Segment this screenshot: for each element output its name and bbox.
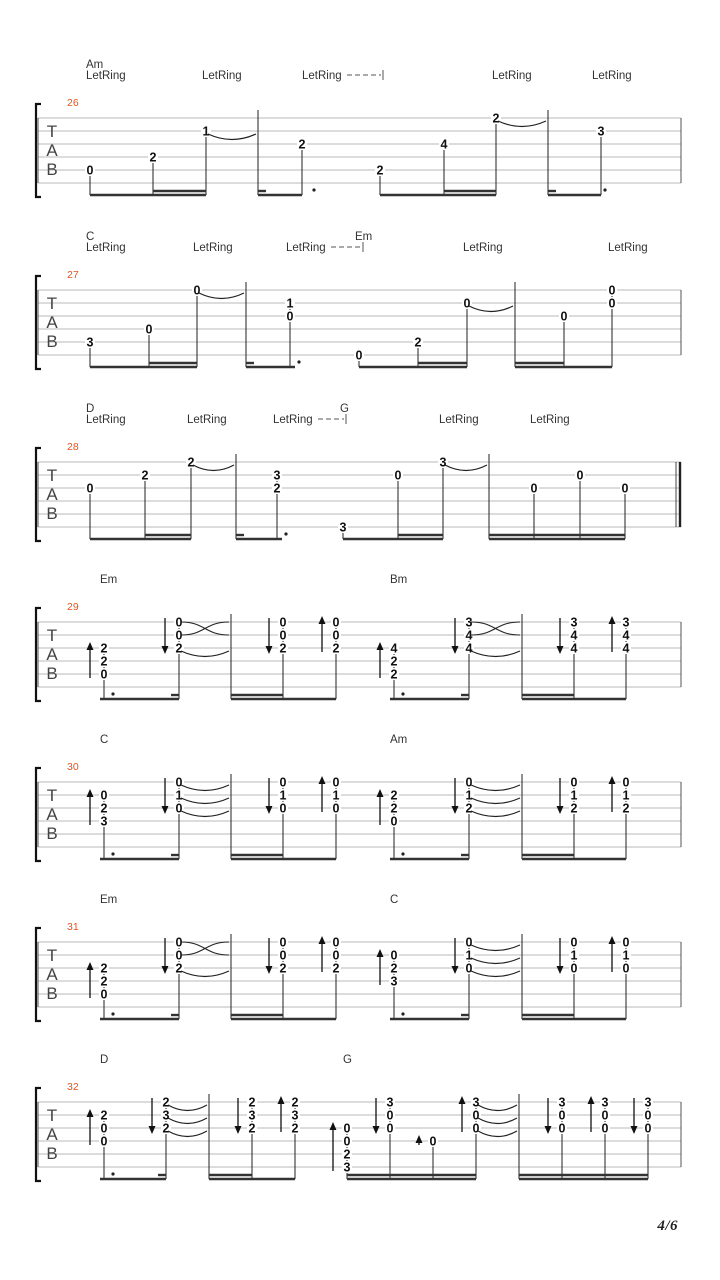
strum-up-arrow-icon <box>319 936 326 944</box>
tab-clef-t: T <box>46 946 58 965</box>
fret-number: 2 <box>175 961 183 976</box>
measure-number: 26 <box>67 97 79 109</box>
strum-up-arrow-icon <box>588 1096 595 1104</box>
fret-number: 0 <box>530 481 538 496</box>
fret-number: 4 <box>570 641 578 656</box>
fret-number: 2 <box>291 1121 299 1136</box>
fret-number: 1 <box>175 788 183 803</box>
tie-slur <box>471 971 520 977</box>
chord-name: D <box>100 1054 109 1066</box>
fret-number: 1 <box>622 948 630 963</box>
page-number: 4/6 <box>657 1218 678 1234</box>
fret-number: 3 <box>601 1095 609 1110</box>
tab-system-31 <box>36 894 681 1021</box>
tie-slur <box>181 811 229 817</box>
fret-number: 0 <box>386 1108 394 1123</box>
fret-number: 2 <box>390 801 398 816</box>
fret-number: 0 <box>332 775 340 790</box>
measure-number: 32 <box>67 1081 79 1093</box>
fret-number: 2 <box>100 961 108 976</box>
let-ring-label: LetRing <box>86 70 126 82</box>
fret-number: 0 <box>286 309 294 324</box>
fret-number: 2 <box>279 641 287 656</box>
tie-slur <box>471 651 520 657</box>
fret-number: 2 <box>622 801 630 816</box>
fret-number: 0 <box>175 615 183 630</box>
let-ring-label: LetRing <box>273 414 313 426</box>
rhythm-dot <box>401 1012 404 1015</box>
let-ring-label: LetRing <box>302 70 342 82</box>
strum-up-arrow-icon <box>319 616 326 624</box>
fret-number: 3 <box>339 520 347 535</box>
let-ring-label: LetRing <box>592 70 632 82</box>
fret-number: 1 <box>570 788 578 803</box>
tie-slur <box>471 958 520 964</box>
tab-clef-t: T <box>46 626 58 645</box>
strum-down-arrow-icon <box>235 1126 242 1134</box>
strum-down-arrow-icon <box>452 806 459 814</box>
chord-name: G <box>343 1054 352 1066</box>
strum-up-arrow-icon <box>87 962 94 970</box>
fret-number: 0 <box>100 1121 108 1136</box>
chord-name: C <box>86 231 95 243</box>
rhythm-dot <box>284 532 287 535</box>
fret-number: 0 <box>465 961 473 976</box>
fret-number: 0 <box>279 801 287 816</box>
fret-number: 0 <box>429 1134 437 1149</box>
tie-slur <box>168 1131 207 1137</box>
tie-slur <box>181 651 229 657</box>
tab-system-28 <box>36 403 681 541</box>
fret-number: 0 <box>558 1121 566 1136</box>
tab-system-27 <box>36 231 681 369</box>
strum-up-arrow-icon <box>377 949 384 957</box>
tie-slur <box>208 134 256 140</box>
tab-clef-t: T <box>46 1106 58 1125</box>
fret-number: 0 <box>193 283 201 298</box>
fret-number: 4 <box>465 628 473 643</box>
fret-number: 3 <box>472 1095 480 1110</box>
strum-up-arrow-icon <box>319 776 326 784</box>
tie-slur <box>478 1118 517 1124</box>
chord-name: Bm <box>390 574 408 586</box>
fret-number: 0 <box>332 935 340 950</box>
fret-number: 2 <box>162 1121 170 1136</box>
fret-number: 0 <box>100 1134 108 1149</box>
chord-name: C <box>100 734 109 746</box>
rhythm-dot <box>111 1012 114 1015</box>
tab-clef-a: A <box>46 313 58 332</box>
tie-slur <box>498 121 546 127</box>
fret-number: 0 <box>279 615 287 630</box>
fret-number: 2 <box>100 974 108 989</box>
fret-number: 0 <box>175 628 183 643</box>
fret-number: 0 <box>343 1134 351 1149</box>
fret-number: 0 <box>622 935 630 950</box>
fret-number: 2 <box>332 961 340 976</box>
strum-up-arrow-icon <box>87 789 94 797</box>
fret-number: 3 <box>622 615 630 630</box>
fret-number: 2 <box>248 1095 256 1110</box>
let-ring-label: LetRing <box>463 242 503 254</box>
tie-slur <box>168 1105 207 1111</box>
fret-number: 2 <box>492 111 500 126</box>
let-ring-label: LetRing <box>86 414 126 426</box>
tab-clef-b: B <box>46 504 58 523</box>
tab-clef-t: T <box>46 466 58 485</box>
fret-number: 3 <box>86 335 94 350</box>
fret-number: 4 <box>440 137 448 152</box>
tab-clef-a: A <box>46 645 58 664</box>
strum-down-arrow-icon <box>162 966 169 974</box>
fret-number: 0 <box>394 468 402 483</box>
fret-number: 4 <box>390 641 398 656</box>
fret-number: 0 <box>576 468 584 483</box>
strum-down-arrow-icon <box>373 1126 380 1134</box>
fret-number: 3 <box>386 1095 394 1110</box>
fret-number: 2 <box>390 654 398 669</box>
tie-slur <box>471 785 520 791</box>
strum-up-arrow-icon <box>278 1096 285 1104</box>
fret-number: 2 <box>175 641 183 656</box>
let-ring-label: LetRing <box>608 242 648 254</box>
strum-up-arrow-icon <box>416 1135 423 1143</box>
fret-number: 0 <box>386 1121 394 1136</box>
fret-number: 1 <box>622 788 630 803</box>
fret-number: 0 <box>175 801 183 816</box>
fret-number: 0 <box>558 1108 566 1123</box>
fret-number: 4 <box>465 641 473 656</box>
fret-number: 0 <box>560 309 568 324</box>
let-ring-label: LetRing <box>439 414 479 426</box>
fret-number: 2 <box>465 801 473 816</box>
fret-number: 0 <box>86 481 94 496</box>
fret-number: 1 <box>570 948 578 963</box>
fret-number: 3 <box>644 1095 652 1110</box>
tab-clef-b: B <box>46 984 58 1003</box>
strum-down-arrow-icon <box>452 966 459 974</box>
fret-number: 3 <box>597 124 605 139</box>
fret-number: 1 <box>332 788 340 803</box>
fret-number: 0 <box>279 628 287 643</box>
fret-number: 0 <box>145 322 153 337</box>
fret-number: 3 <box>465 615 473 630</box>
fret-number: 0 <box>100 667 108 682</box>
fret-number: 2 <box>390 961 398 976</box>
let-ring-label: LetRing <box>492 70 532 82</box>
fret-number: 2 <box>390 788 398 803</box>
tie-slur <box>478 1131 517 1137</box>
fret-number: 0 <box>570 961 578 976</box>
fret-number: 1 <box>465 948 473 963</box>
fret-number: 2 <box>570 801 578 816</box>
strum-down-arrow-icon <box>452 646 459 654</box>
fret-number: 0 <box>601 1121 609 1136</box>
fret-number: 3 <box>570 615 578 630</box>
strum-down-arrow-icon <box>557 646 564 654</box>
tie-slur <box>471 798 520 804</box>
fret-number: 2 <box>248 1121 256 1136</box>
rhythm-dot <box>111 692 114 695</box>
tab-system-32 <box>36 1054 681 1181</box>
fret-number: 0 <box>100 788 108 803</box>
tab-clef-t: T <box>46 294 58 313</box>
fret-number: 0 <box>279 775 287 790</box>
fret-number: 3 <box>273 468 281 483</box>
fret-number: 2 <box>100 654 108 669</box>
fret-number: 4 <box>622 628 630 643</box>
fret-number: 0 <box>175 935 183 950</box>
fret-number: 0 <box>332 948 340 963</box>
tab-clef-b: B <box>46 160 58 179</box>
fret-number: 2 <box>332 641 340 656</box>
fret-number: 2 <box>141 468 149 483</box>
fret-number: 0 <box>390 948 398 963</box>
fret-number: 2 <box>187 455 195 470</box>
strum-down-arrow-icon <box>162 806 169 814</box>
rhythm-dot <box>401 692 404 695</box>
chord-name: Em <box>100 894 118 906</box>
fret-number: 0 <box>355 348 363 363</box>
tie-slur <box>471 945 520 951</box>
fret-number: 0 <box>472 1108 480 1123</box>
tab-clef-b: B <box>46 332 58 351</box>
fret-number: 0 <box>343 1121 351 1136</box>
chord-name: C <box>390 894 399 906</box>
fret-number: 0 <box>465 775 473 790</box>
fret-number: 3 <box>291 1108 299 1123</box>
fret-number: 3 <box>248 1108 256 1123</box>
fret-number: 1 <box>465 788 473 803</box>
fret-number: 3 <box>558 1095 566 1110</box>
strum-down-arrow-icon <box>545 1126 552 1134</box>
tab-clef-a: A <box>46 965 58 984</box>
fret-number: 0 <box>465 935 473 950</box>
fret-number: 2 <box>376 163 384 178</box>
strum-down-arrow-icon <box>162 646 169 654</box>
fret-number: 2 <box>149 150 157 165</box>
tab-clef-a: A <box>46 805 58 824</box>
fret-number: 0 <box>332 801 340 816</box>
strum-down-arrow-icon <box>149 1126 156 1134</box>
fret-number: 0 <box>608 296 616 311</box>
measure-number: 30 <box>67 761 79 773</box>
fret-number: 0 <box>175 948 183 963</box>
fret-number: 2 <box>100 641 108 656</box>
tab-clef-a: A <box>46 485 58 504</box>
tie-slur <box>193 465 234 471</box>
fret-number: 2 <box>279 961 287 976</box>
fret-number: 0 <box>332 615 340 630</box>
chord-name: G <box>340 403 349 415</box>
fret-number: 2 <box>273 481 281 496</box>
fret-number: 2 <box>100 1108 108 1123</box>
measure-number: 28 <box>67 441 79 453</box>
rhythm-dot <box>312 188 315 191</box>
fret-number: 0 <box>175 775 183 790</box>
chord-name: Em <box>100 574 118 586</box>
strum-up-arrow-icon <box>609 776 616 784</box>
fret-number: 0 <box>644 1108 652 1123</box>
tie-slur <box>471 622 520 635</box>
tab-clef-a: A <box>46 141 58 160</box>
tie-slur <box>471 811 520 817</box>
let-ring-label: LetRing <box>187 414 227 426</box>
strum-up-arrow-icon <box>609 936 616 944</box>
rhythm-dot <box>111 1172 114 1175</box>
fret-number: 2 <box>343 1147 351 1162</box>
fret-number: 0 <box>570 935 578 950</box>
fret-number: 3 <box>390 974 398 989</box>
fret-number: 0 <box>622 775 630 790</box>
fret-number: 3 <box>162 1108 170 1123</box>
let-ring-label: LetRing <box>193 242 233 254</box>
let-ring-label: LetRing <box>86 242 126 254</box>
fret-number: 0 <box>100 987 108 1002</box>
tie-slur <box>181 622 229 635</box>
rhythm-dot <box>111 852 114 855</box>
strum-up-arrow-icon <box>609 616 616 624</box>
fret-number: 0 <box>622 961 630 976</box>
tab-system-29 <box>36 574 681 701</box>
strum-down-arrow-icon <box>557 806 564 814</box>
tie-slur <box>181 971 229 977</box>
fret-number: 0 <box>86 163 94 178</box>
rhythm-dot <box>297 360 300 363</box>
let-ring-label: LetRing <box>202 70 242 82</box>
strum-down-arrow-icon <box>266 646 273 654</box>
strum-up-arrow-icon <box>459 1096 466 1104</box>
fret-number: 0 <box>279 948 287 963</box>
fret-number: 2 <box>100 801 108 816</box>
fret-number: 0 <box>570 775 578 790</box>
strum-up-arrow-icon <box>87 1109 94 1117</box>
tie-slur <box>181 798 229 804</box>
fret-number: 0 <box>463 296 471 311</box>
measure-number: 29 <box>67 601 79 613</box>
tie-slur <box>181 942 229 955</box>
fret-number: 3 <box>439 455 447 470</box>
fret-number: 0 <box>621 481 629 496</box>
tie-slur <box>445 465 487 471</box>
tie-slur <box>199 293 244 299</box>
tie-slur <box>181 785 229 791</box>
let-ring-label: LetRing <box>286 242 326 254</box>
fret-number: 2 <box>414 335 422 350</box>
rhythm-dot <box>401 852 404 855</box>
fret-number: 3 <box>343 1160 351 1175</box>
tab-clef-a: A <box>46 1125 58 1144</box>
strum-up-arrow-icon <box>330 1122 337 1130</box>
tie-slur <box>478 1105 517 1111</box>
fret-number: 1 <box>202 124 210 139</box>
tab-system-26 <box>36 59 681 197</box>
fret-number: 3 <box>100 814 108 829</box>
fret-number: 0 <box>390 814 398 829</box>
fret-number: 2 <box>291 1095 299 1110</box>
strum-down-arrow-icon <box>631 1126 638 1134</box>
chord-name: Am <box>86 59 104 71</box>
measure-number: 27 <box>67 269 79 281</box>
fret-number: 0 <box>472 1121 480 1136</box>
fret-number: 0 <box>279 935 287 950</box>
tab-system-30 <box>36 734 681 861</box>
fret-number: 4 <box>570 628 578 643</box>
fret-number: 0 <box>601 1108 609 1123</box>
fret-number: 2 <box>162 1095 170 1110</box>
strum-up-arrow-icon <box>377 642 384 650</box>
strum-up-arrow-icon <box>377 789 384 797</box>
strum-up-arrow-icon <box>87 642 94 650</box>
tie-slur <box>168 1118 207 1124</box>
strum-down-arrow-icon <box>266 806 273 814</box>
fret-number: 0 <box>332 628 340 643</box>
let-ring-label: LetRing <box>530 414 570 426</box>
tab-clef-t: T <box>46 786 58 805</box>
strum-down-arrow-icon <box>557 966 564 974</box>
fret-number: 1 <box>279 788 287 803</box>
measure-number: 31 <box>67 921 79 933</box>
fret-number: 0 <box>644 1121 652 1136</box>
tab-clef-b: B <box>46 1144 58 1163</box>
fret-number: 2 <box>298 137 306 152</box>
fret-number: 0 <box>608 283 616 298</box>
fret-number: 4 <box>622 641 630 656</box>
fret-number: 1 <box>286 296 294 311</box>
chord-name: Em <box>355 231 373 243</box>
strum-down-arrow-icon <box>266 966 273 974</box>
chord-name: Am <box>390 734 408 746</box>
rhythm-dot <box>603 188 606 191</box>
tab-clef-b: B <box>46 824 58 843</box>
fret-number: 2 <box>390 667 398 682</box>
tie-slur <box>469 306 513 312</box>
chord-name: D <box>86 403 95 415</box>
tab-clef-b: B <box>46 664 58 683</box>
tab-clef-t: T <box>46 122 58 141</box>
